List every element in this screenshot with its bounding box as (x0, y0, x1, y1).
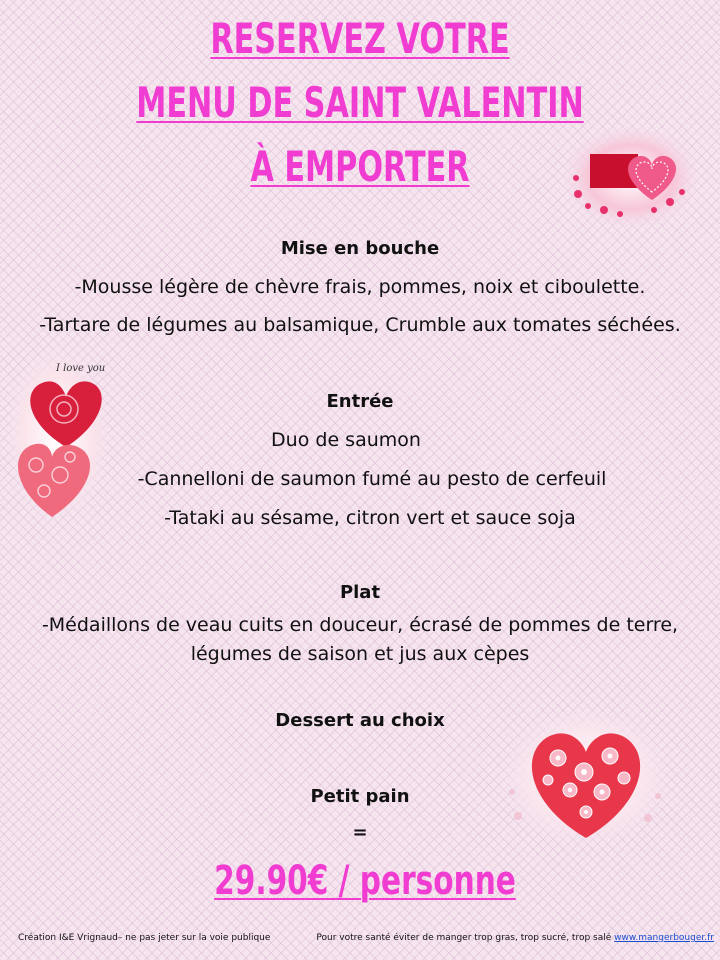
price: 29.90€ / personne (214, 858, 516, 904)
menu-item: légumes de saison et jus aux cèpes (190, 643, 530, 665)
footer-health-notice (316, 933, 714, 943)
section-heading-entree: Entrée (326, 391, 394, 412)
menu-item: -Tataki au sésame, citron vert et sauce soja (164, 507, 576, 529)
menu-item: -Médaillons de veau cuits en douceur, écrasé de pommes de terre, (41, 614, 679, 636)
section-heading-dessert: Dessert au choix (275, 710, 445, 731)
title-line-1: RESERVEZ VOTRE (210, 14, 510, 63)
footer-credit: Création I&E Vrignaud– ne pas jeter sur la voie publique (18, 933, 271, 943)
mangerbouger-link[interactable]: www.mangerbouger.fr (614, 933, 714, 943)
section-heading-plat: Plat (339, 582, 381, 603)
menu-item: -Cannelloni de saumon fumé au pesto de cerfeuil (137, 468, 607, 490)
section-heading-mise-en-bouche: Mise en bouche (280, 238, 440, 259)
love-card-text: I love you (56, 363, 106, 374)
equals-sign: = (352, 822, 368, 843)
section-heading-pain: Petit pain (310, 786, 410, 807)
footer-health-text: Pour votre santé éviter de manger trop gras, trop sucré, trop salé (316, 933, 615, 943)
title-line-3: À EMPORTER (250, 142, 470, 191)
entree-subtitle: Duo de saumon (271, 429, 421, 451)
title-line-2: MENU DE SAINT VALENTIN (136, 78, 584, 127)
menu-item: -Mousse légère de chèvre frais, pommes, noix et ciboulette. (74, 276, 646, 298)
heart-card-image (558, 122, 704, 232)
menu-item: -Tartare de légumes au balsamique, Crumble aux tomates séchées. (39, 314, 681, 336)
